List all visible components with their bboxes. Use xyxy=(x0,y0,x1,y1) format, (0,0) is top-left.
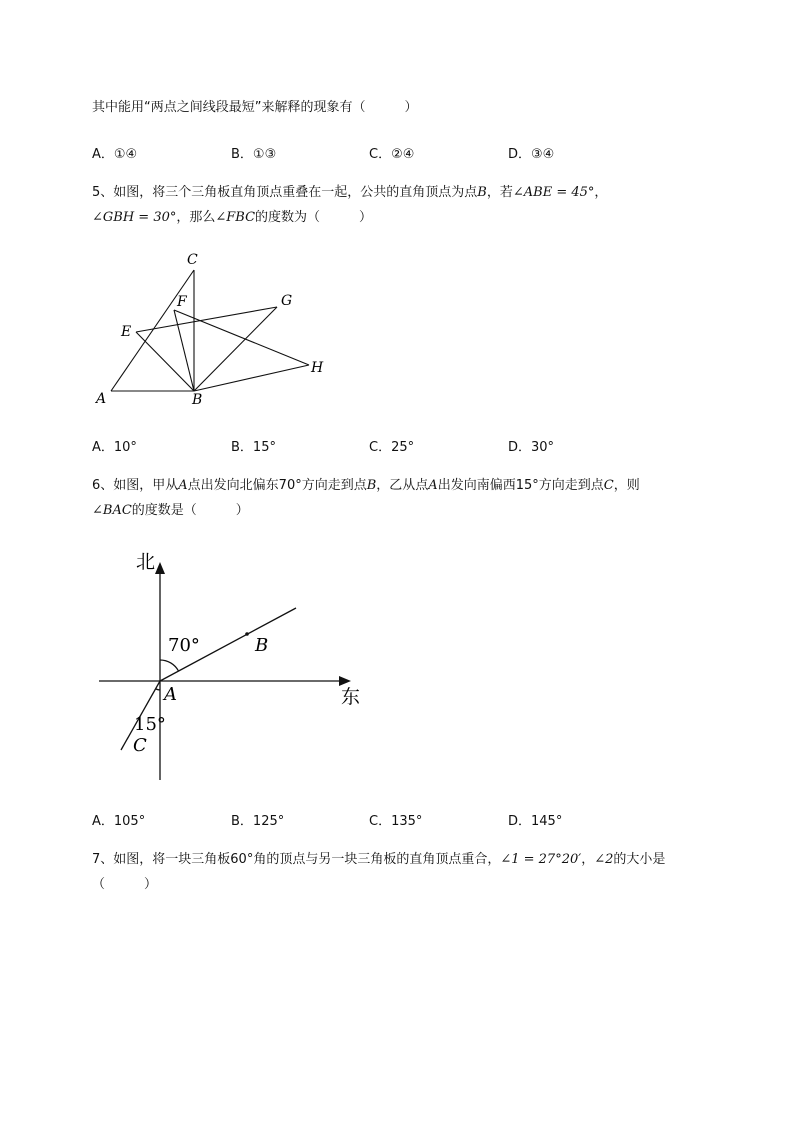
q5-option-a[interactable]: A．10° xyxy=(92,440,137,455)
q6-figure xyxy=(95,540,375,790)
q5-question-line2 xyxy=(92,209,372,227)
q5-label-e: E xyxy=(121,324,132,340)
q5-option-b[interactable]: B．15° xyxy=(231,440,276,455)
q6-point-b: B xyxy=(366,478,377,493)
q7-text: ， xyxy=(581,852,595,867)
q6-text: 6、如图，甲从 xyxy=(92,478,179,493)
q6-label-70: 70° xyxy=(168,635,200,656)
q7-text: 7、如图，将一块三角板60°角的顶点与另一块三角板的直角顶点重合， xyxy=(92,852,501,867)
q6-option-a[interactable]: A．105° xyxy=(92,814,146,829)
q6-option-b[interactable]: B．125° xyxy=(231,814,285,829)
q6-label-north: 北 xyxy=(136,551,156,573)
q6-label-east: 东 xyxy=(341,686,361,708)
q6-point-b-dot xyxy=(245,632,249,636)
q5-text: 5、如图，将三个三角板直角顶点重叠在一起，公共的直角顶点为点 xyxy=(92,185,478,200)
q6-point-a: A xyxy=(178,478,188,493)
q5-label-g: G xyxy=(281,293,293,309)
q4-option-a[interactable]: A．①④ xyxy=(92,147,138,162)
north-arrow-icon xyxy=(155,562,165,574)
q6-text: 点出发向北偏东70°方向走到点 xyxy=(187,478,367,493)
q5-segment-hb xyxy=(194,365,309,391)
q4-option-c[interactable]: C．②④ xyxy=(369,147,415,162)
q5-label-c: C xyxy=(187,252,198,268)
q7-answer-blank: （ ） xyxy=(92,877,158,892)
q6-text: ，则 xyxy=(613,478,640,493)
q4-options xyxy=(92,143,652,161)
q5-question-line1 xyxy=(92,184,607,202)
q5-text: ，若 xyxy=(486,185,513,200)
q6-text: 的度数是（ ） xyxy=(131,503,249,518)
q6-text: ，乙从点 xyxy=(376,478,429,493)
q6-question-line2 xyxy=(92,502,249,520)
q5-text: ，那么 xyxy=(176,210,216,225)
q6-label-b: B xyxy=(255,635,269,656)
q5-segment-eb xyxy=(136,332,194,391)
q5-label-f: F xyxy=(177,294,187,310)
q6-option-d[interactable]: D．145° xyxy=(508,814,563,829)
q5-point-b: B xyxy=(477,185,487,200)
q6-point-c: C xyxy=(603,478,614,493)
intro-text: 其中能用“两点之间线段最短”来解释的现象有（ ） xyxy=(92,100,418,115)
q6-point-a: A xyxy=(428,478,438,493)
q7-angle-2: ∠2 xyxy=(594,852,614,867)
q6-option-c[interactable]: C．135° xyxy=(369,814,423,829)
q6-text: 出发向南偏西15°方向走到点 xyxy=(437,478,604,493)
q6-label-c: C xyxy=(133,735,147,756)
q5-label-a: A xyxy=(96,391,107,407)
q6-options xyxy=(92,810,652,828)
q5-options xyxy=(92,436,652,454)
q5-angle-abe: ∠ABE = 45° xyxy=(512,185,595,200)
east-arrow-icon xyxy=(339,676,351,686)
q6-arc-70 xyxy=(160,660,179,671)
q5-option-d[interactable]: D．30° xyxy=(508,440,555,455)
q6-question-line1 xyxy=(92,477,640,495)
q5-figure xyxy=(90,245,340,415)
q6-angle-bac: ∠BAC xyxy=(92,503,132,518)
q4-option-b[interactable]: B．①③ xyxy=(231,147,277,162)
q5-label-b: B xyxy=(192,392,203,408)
q7-text: 的大小是 xyxy=(613,852,666,867)
q5-text: 的度数为（ ） xyxy=(255,210,373,225)
q5-option-c[interactable]: C．25° xyxy=(369,440,415,455)
q7-angle-1: ∠1 = 27°20′ xyxy=(500,852,582,867)
q5-label-h: H xyxy=(311,360,324,376)
q7-question-line1 xyxy=(92,851,665,869)
q5-angle-fbc: ∠FBC xyxy=(215,210,256,225)
q4-option-d[interactable]: D．③④ xyxy=(508,147,555,162)
q6-label-15: 15° xyxy=(134,714,166,735)
q5-text: ， xyxy=(594,185,608,200)
q6-label-a: A xyxy=(164,684,177,705)
q5-angle-gbh: ∠GBH = 30° xyxy=(92,210,177,225)
